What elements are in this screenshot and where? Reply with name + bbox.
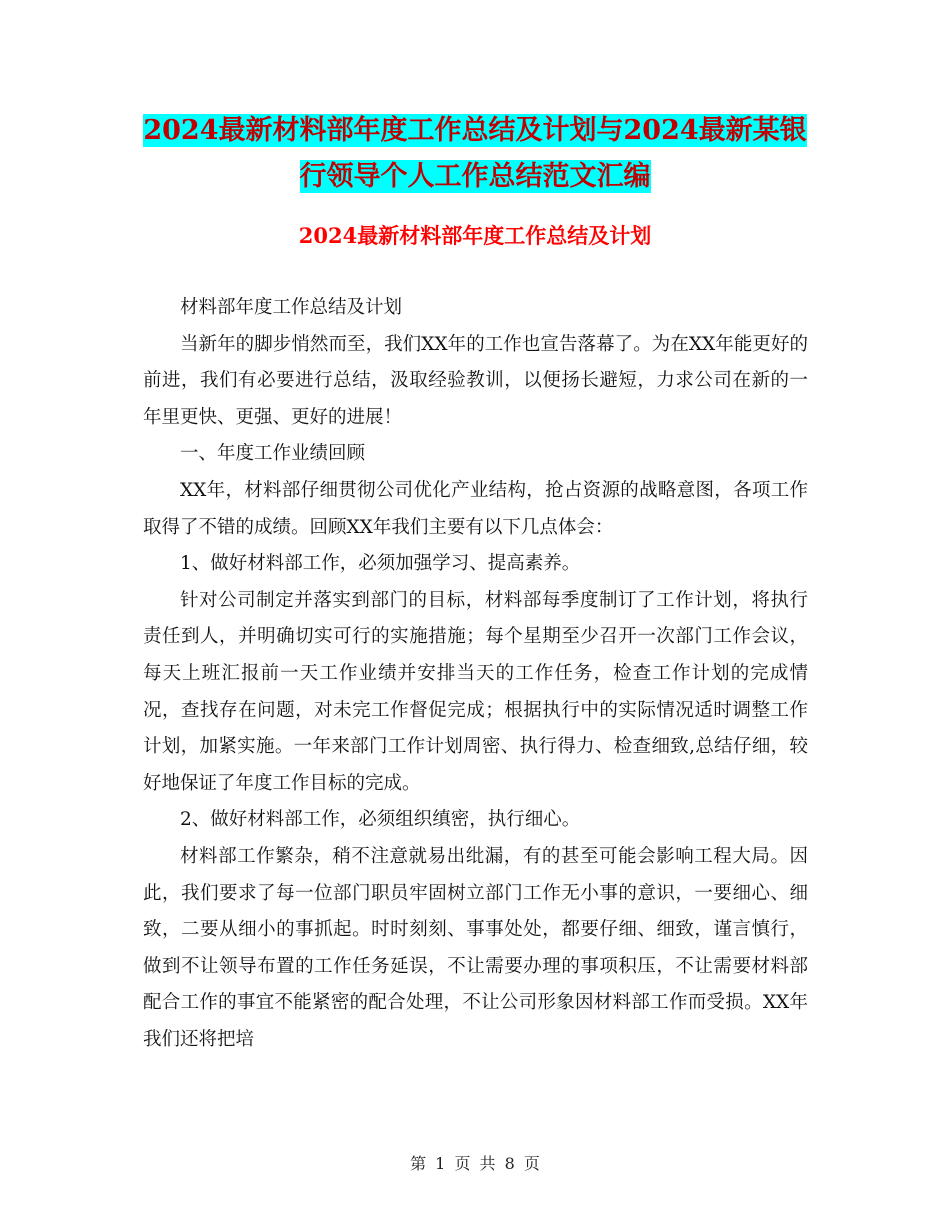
title-line-2: 行领导个人工作总结范文汇编 [299,161,651,192]
point-heading: 1、做好材料部工作，必须加强学习、提高素养。 [180,553,581,575]
document-title [120,108,830,200]
paragraph: 针对公司制定并落实到部门的目标，材料部每季度制订了工作计划，将执行责任到人，并明确切实可行的实施措施；每个星期至少召开一次部门工作会议，每天上班汇报前一天工作业绩并安排当天的工作任务，检查工作计划的完成情况，查找存在问题，对未完工作督促完成；根据执行中的实际情况适时调整工作计划，加紧实施。一年来部门工作计划周密、执行得力、检查细致,总结仔细，较好地保证了年度工作目标的完成。 [143,589,808,794]
section-heading: 一、年度工作业绩回顾 [180,443,366,465]
section-title: 2024最新材料部年度工作总结及计划 [298,223,652,248]
paragraph-heading: 材料部年度工作总结及计划 [180,297,403,318]
page-footer: 第 1 页 共 8 页 [410,1154,540,1173]
paragraph: 材料部工作繁杂，稍不注意就易出纰漏，有的甚至可能会影响工程大局。因此，我们要求了每一位部门职员牢固树立部门工作无小事的意识，一要细心、细致，二要从细小的事抓起。时时刻刻、事事处处，都要仔细、细致，谨言慎行，做到不让领导布置的工作任务延误，不让需要办理的事项积压，不让需要材料部配合工作的事宜不能紧密的配合处理，不让公司形象因材料部工作而受损。XX年我们还将把培 [143,845,808,1050]
point-heading: 2、做好材料部工作，必须组织缜密，执行细心。 [180,809,581,831]
document-body [143,290,808,1058]
title-line-1: 2024最新材料部年度工作总结及计划与2024最新某银 [143,115,807,146]
paragraph: XX年，材料部仔细贯彻公司优化产业结构，抢占资源的战略意图，各项工作取得了不错的成绩。回顾XX年我们主要有以下几点体会： [143,479,808,538]
paragraph: 当新年的脚步悄然而至，我们XX年的工作也宣告落幕了。为在XX年能更好的前进，我们有必要进行总结，汲取经验教训，以便扬长避短，力求公司在新的一年里更快、更强、更好的进展！ [143,333,808,428]
